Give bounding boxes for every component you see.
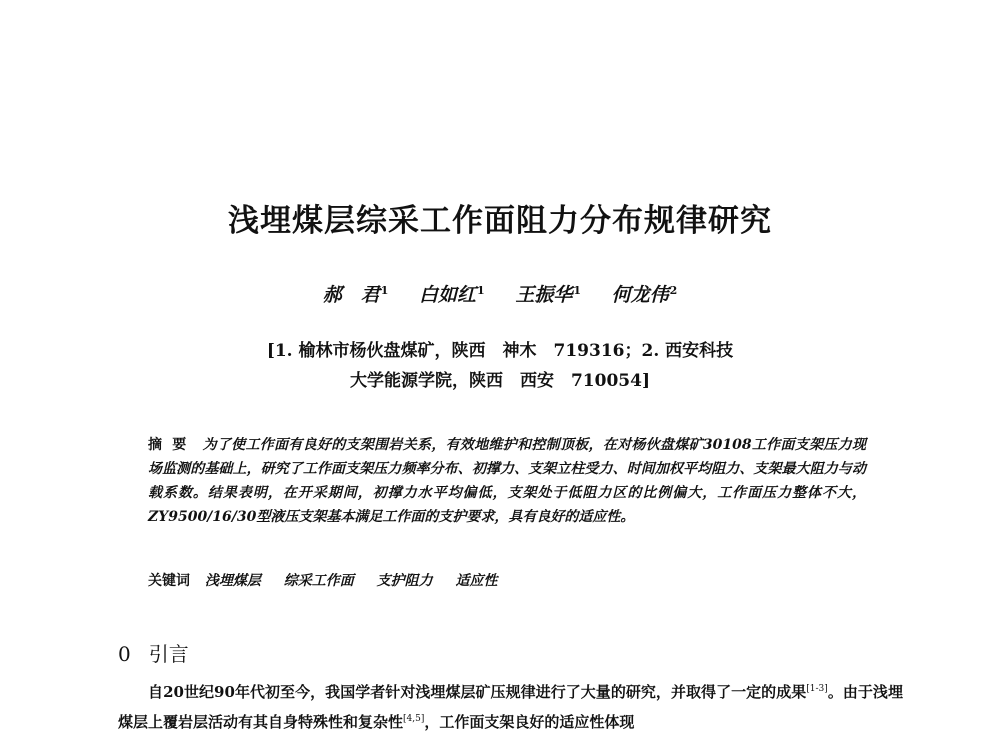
abstract [148,433,866,529]
body-text-part: 。由于浅埋煤层上覆岩层活动有其自身特殊性和复杂性 [118,683,903,731]
citation-link[interactable]: [1-3] [806,684,828,694]
keyword: 浅埋煤层 [204,573,261,589]
paper-title: 浅埋煤层综采工作面阻力分布规律研究 [228,203,772,239]
section-number: 0 [118,642,131,666]
author-name: 郝 君 [322,284,380,306]
affiliation-line-2: 大学能源学院，陕西 西安 710054] [349,371,650,391]
author-list [0,280,1000,307]
keyword: 适应性 [455,573,498,589]
author-affil-mark: 1 [573,283,581,297]
keywords [148,570,866,590]
affiliation-line-1: [1. 榆林市杨伙盘煤矿，陕西 神木 719316；2. 西安科技 [266,341,734,361]
abstract-label: 摘要 [148,437,197,453]
section-title: 引言 [148,642,189,666]
author-2 [419,280,485,307]
body-text-part: 自20世纪90年代初至今，我国学者针对浅埋煤层矿压规律进行了大量的研究，并取得了一定的成果 [148,683,807,701]
author-affil-mark: 1 [477,283,485,297]
author-affil-mark: 1 [380,283,389,297]
citation-link[interactable]: [4,5] [403,714,425,724]
author-1 [323,280,389,307]
author-3 [515,280,581,307]
keyword: 综采工作面 [283,573,354,589]
author-name: 白如红 [419,284,477,306]
keyword: 支护阻力 [376,573,433,589]
author-4 [612,280,678,307]
section-heading [118,638,189,667]
author-name: 王振华 [515,284,573,306]
author-name: 何龙伟 [611,284,669,306]
body-paragraph [118,676,903,736]
keywords-label: 关键词 [148,573,190,589]
abstract-text: 为了使工作面有良好的支架围岩关系，有效地维护和控制顶板，在对杨伙盘煤矿30108工作面支架压力现场监测的基础上，研究了工作面支架压力频率分布、初撑力、支架立柱受力、时间加权平均阻力、支架最大阻力与动载系数。结果表明，在开采期间，初撑力水平均偏低，支架处于低阻力区的比例偏大，工作面压力整体不大，ZY9500/16/30型液压支架基本满足工作面的支护要求，具有良好的适应性。 [148,437,866,525]
body-text-part: ，工作面支架良好的适应性体现 [424,713,635,731]
author-affil-mark: 2 [669,283,678,297]
